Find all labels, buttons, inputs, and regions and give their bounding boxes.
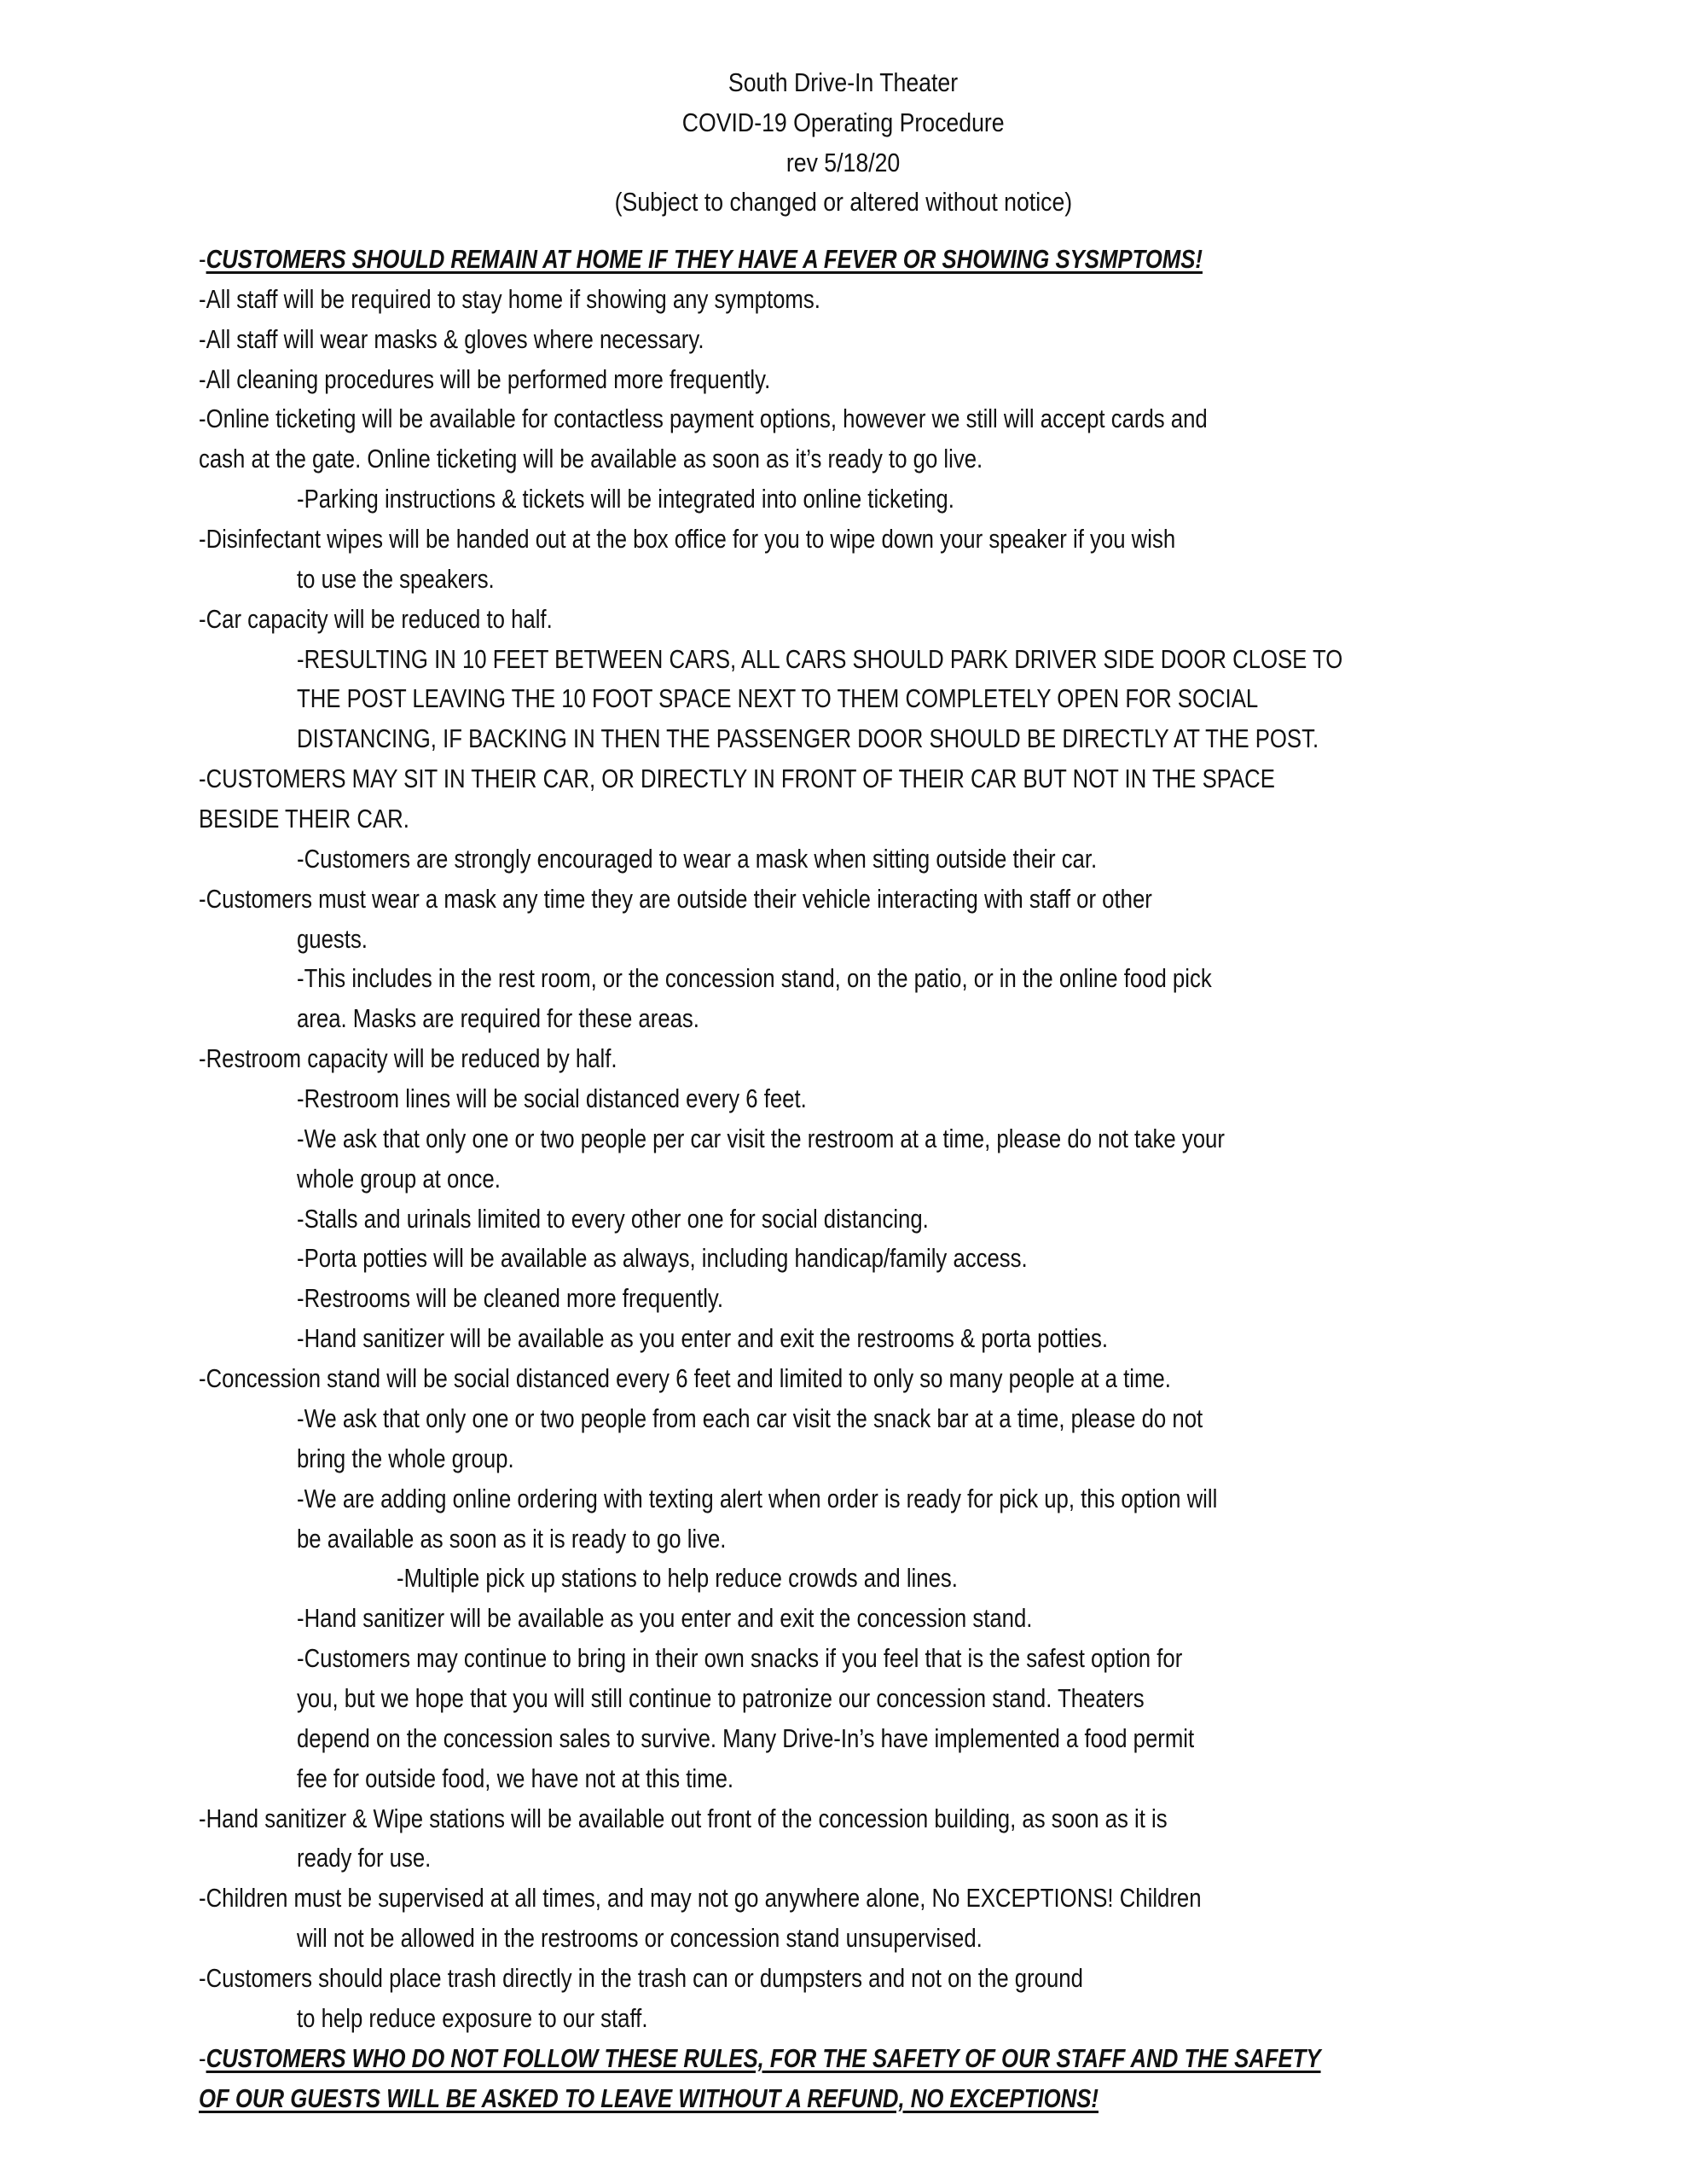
line-text: -Restroom capacity will be reduced by half. bbox=[199, 1043, 617, 1074]
line-text: -RESULTING IN 10 FEET BETWEEN CARS, ALL CARS SHOULD PARK DRIVER SIDE DOOR CLOSE TO bbox=[297, 643, 1343, 674]
procedure-line bbox=[0, 1959, 1687, 1999]
procedure-line bbox=[0, 1679, 1687, 1719]
line-text: ready for use. bbox=[297, 1843, 432, 1873]
line-text: -Customers are strongly encouraged to wear a mask when sitting outside their car. bbox=[297, 843, 1098, 874]
line-text: -Restroom lines will be social distanced every 6 feet. bbox=[297, 1083, 807, 1114]
change-notice: (Subject to changed or altered without notice) bbox=[614, 187, 1073, 218]
line-text: -Porta potties will be available as always, including handicap/family access. bbox=[297, 1243, 1028, 1274]
procedure-line bbox=[0, 1359, 1687, 1399]
procedure-line bbox=[0, 1079, 1687, 1119]
procedure-line bbox=[0, 320, 1687, 360]
procedure-line bbox=[0, 920, 1687, 960]
line-text: -Hand sanitizer will be available as you enter and exit the restrooms & porta potties. bbox=[297, 1323, 1109, 1354]
procedure-line bbox=[0, 280, 1687, 320]
line-text: -Stalls and urinals limited to every other one for social distancing. bbox=[297, 1203, 929, 1234]
line-text: DISTANCING, IF BACKING IN THEN THE PASSENGER DOOR SHOULD BE DIRECTLY AT THE POST. bbox=[297, 723, 1319, 754]
procedure-line bbox=[0, 1199, 1687, 1240]
line-text: bring the whole group. bbox=[297, 1443, 514, 1473]
line-text: -We are adding online ordering with texting alert when order is ready for pick up, this option will bbox=[297, 1483, 1218, 1513]
underlined-warning-text: CUSTOMERS WHO DO NOT FOLLOW THESE RULES, FOR THE SAFETY OF OUR STAFF AND THE SAFETY bbox=[206, 2042, 1321, 2073]
procedure-line bbox=[0, 679, 1687, 719]
procedure-line bbox=[0, 759, 1687, 799]
line-text: -Hand sanitizer & Wipe stations will be available out front of the concession building, as soon as it is bbox=[199, 1803, 1168, 1833]
line-text: -Parking instructions & tickets will be integrated into online ticketing. bbox=[297, 484, 954, 514]
procedure-line bbox=[0, 1799, 1687, 1839]
line-text: to help reduce exposure to our staff. bbox=[297, 2002, 648, 2033]
procedure-line bbox=[0, 1559, 1687, 1599]
line-text bbox=[199, 240, 1203, 280]
line-text: depend on the concession sales to survive. Many Drive-In’s have implemented a food permit bbox=[297, 1722, 1195, 1753]
procedure-list bbox=[0, 240, 1687, 2118]
line-text: -Children must be supervised at all times, and may not go anywhere alone, No EXCEPTIONS! Children bbox=[199, 1883, 1202, 1914]
line-text: fee for outside food, we have not at this time. bbox=[297, 1763, 734, 1793]
line-text: -Online ticketing will be available for contactless payment options, however we still will accept cards and bbox=[199, 404, 1208, 434]
procedure-line bbox=[0, 719, 1687, 759]
line-text: -Customers should place trash directly in the trash can or dumpsters and not on the ground bbox=[199, 1962, 1083, 1993]
warning-line bbox=[0, 240, 1687, 280]
warning-line bbox=[0, 2079, 1687, 2119]
line-text: -Restrooms will be cleaned more frequently. bbox=[297, 1283, 724, 1314]
line-text: -All staff will be required to stay home if showing any symptoms. bbox=[199, 283, 820, 314]
theater-name: South Drive-In Theater bbox=[728, 67, 959, 97]
procedure-line bbox=[0, 1519, 1687, 1560]
procedure-line bbox=[0, 560, 1687, 600]
procedure-line bbox=[0, 1639, 1687, 1679]
underlined-warning-text: OF OUR GUESTS WILL BE ASKED TO LEAVE WITHOUT A REFUND, NO EXCEPTIONS! bbox=[199, 2082, 1099, 2113]
line-text: -This includes in the rest room, or the concession stand, on the patio, or in the online food pick bbox=[297, 963, 1212, 994]
document-title: COVID-19 Operating Procedure bbox=[682, 107, 1005, 137]
procedure-line bbox=[0, 399, 1687, 439]
line-dash: - bbox=[199, 244, 206, 274]
line-text: -We ask that only one or two people from each car visit the snack bar at a time, please do not bbox=[297, 1403, 1203, 1433]
procedure-line bbox=[0, 640, 1687, 680]
line-text: will not be allowed in the restrooms or concession stand unsupervised. bbox=[297, 1923, 983, 1954]
line-text: -Concession stand will be social distanced every 6 feet and limited to only so many people at a time. bbox=[199, 1363, 1171, 1394]
line-text: you, but we hope that you will still continue to patronize our concession stand. Theaters bbox=[297, 1682, 1145, 1713]
procedure-line bbox=[0, 1039, 1687, 1079]
line-text: -Customers may continue to bring in their own snacks if you feel that is the safest option for bbox=[297, 1643, 1183, 1674]
line-text: whole group at once. bbox=[297, 1163, 501, 1194]
procedure-line bbox=[0, 1919, 1687, 1959]
procedure-line bbox=[0, 1759, 1687, 1799]
line-text: cash at the gate. Online ticketing will be available as soon as it’s ready to go live. bbox=[199, 444, 983, 474]
procedure-line bbox=[0, 439, 1687, 479]
procedure-line bbox=[0, 1479, 1687, 1519]
line-text: guests. bbox=[297, 923, 368, 954]
line-text: -CUSTOMERS MAY SIT IN THEIR CAR, OR DIRECTLY IN FRONT OF THEIR CAR BUT NOT IN THE SPACE bbox=[199, 764, 1275, 794]
procedure-line bbox=[0, 1439, 1687, 1479]
line-text: -All staff will wear masks & gloves where necessary. bbox=[199, 323, 704, 354]
procedure-line bbox=[0, 880, 1687, 920]
procedure-line bbox=[0, 1399, 1687, 1439]
procedure-line bbox=[0, 1279, 1687, 1319]
document-header bbox=[0, 63, 1687, 223]
procedure-line bbox=[0, 1879, 1687, 1919]
procedure-line bbox=[0, 520, 1687, 560]
procedure-line bbox=[0, 1319, 1687, 1359]
procedure-line bbox=[0, 1599, 1687, 1639]
line-text: to use the speakers. bbox=[297, 563, 495, 594]
line-text: be available as soon as it is ready to go live. bbox=[297, 1523, 727, 1554]
line-text: -Hand sanitizer will be available as you enter and exit the concession stand. bbox=[297, 1603, 1033, 1634]
line-text: -Disinfectant wipes will be handed out at the box office for you to wipe down your speaker if you wish bbox=[199, 524, 1176, 555]
line-text: area. Masks are required for these areas. bbox=[297, 1003, 699, 1034]
procedure-line bbox=[0, 600, 1687, 640]
underlined-warning-text: CUSTOMERS SHOULD REMAIN AT HOME IF THEY HAVE A FEVER OR SHOWING SYSMPTOMS! bbox=[206, 244, 1203, 274]
procedure-line bbox=[0, 1119, 1687, 1159]
line-text: BESIDE THEIR CAR. bbox=[199, 804, 409, 834]
line-text: -All cleaning procedures will be performed more frequently. bbox=[199, 363, 771, 394]
procedure-line bbox=[0, 799, 1687, 839]
procedure-line bbox=[0, 1838, 1687, 1879]
procedure-line bbox=[0, 1999, 1687, 2039]
procedure-line bbox=[0, 360, 1687, 400]
line-text: -Car capacity will be reduced to half. bbox=[199, 603, 553, 634]
revision-date: rev 5/18/20 bbox=[786, 147, 901, 177]
procedure-line bbox=[0, 999, 1687, 1039]
line-text: -We ask that only one or two people per car visit the restroom at a time, please do not take your bbox=[297, 1123, 1225, 1153]
line-text bbox=[199, 2079, 1099, 2119]
warning-line bbox=[0, 2039, 1687, 2079]
line-text: THE POST LEAVING THE 10 FOOT SPACE NEXT TO THEM COMPLETELY OPEN FOR SOCIAL bbox=[297, 683, 1259, 714]
line-text: -Customers must wear a mask any time they are outside their vehicle interacting with staff or other bbox=[199, 883, 1152, 914]
line-text: -Multiple pick up stations to help reduce crowds and lines. bbox=[397, 1563, 958, 1594]
procedure-line bbox=[0, 479, 1687, 520]
line-dash: - bbox=[199, 2042, 206, 2073]
line-text bbox=[199, 2039, 1321, 2079]
procedure-line bbox=[0, 959, 1687, 999]
procedure-line bbox=[0, 839, 1687, 880]
procedure-line bbox=[0, 1719, 1687, 1759]
procedure-line bbox=[0, 1159, 1687, 1199]
procedure-line bbox=[0, 1239, 1687, 1279]
